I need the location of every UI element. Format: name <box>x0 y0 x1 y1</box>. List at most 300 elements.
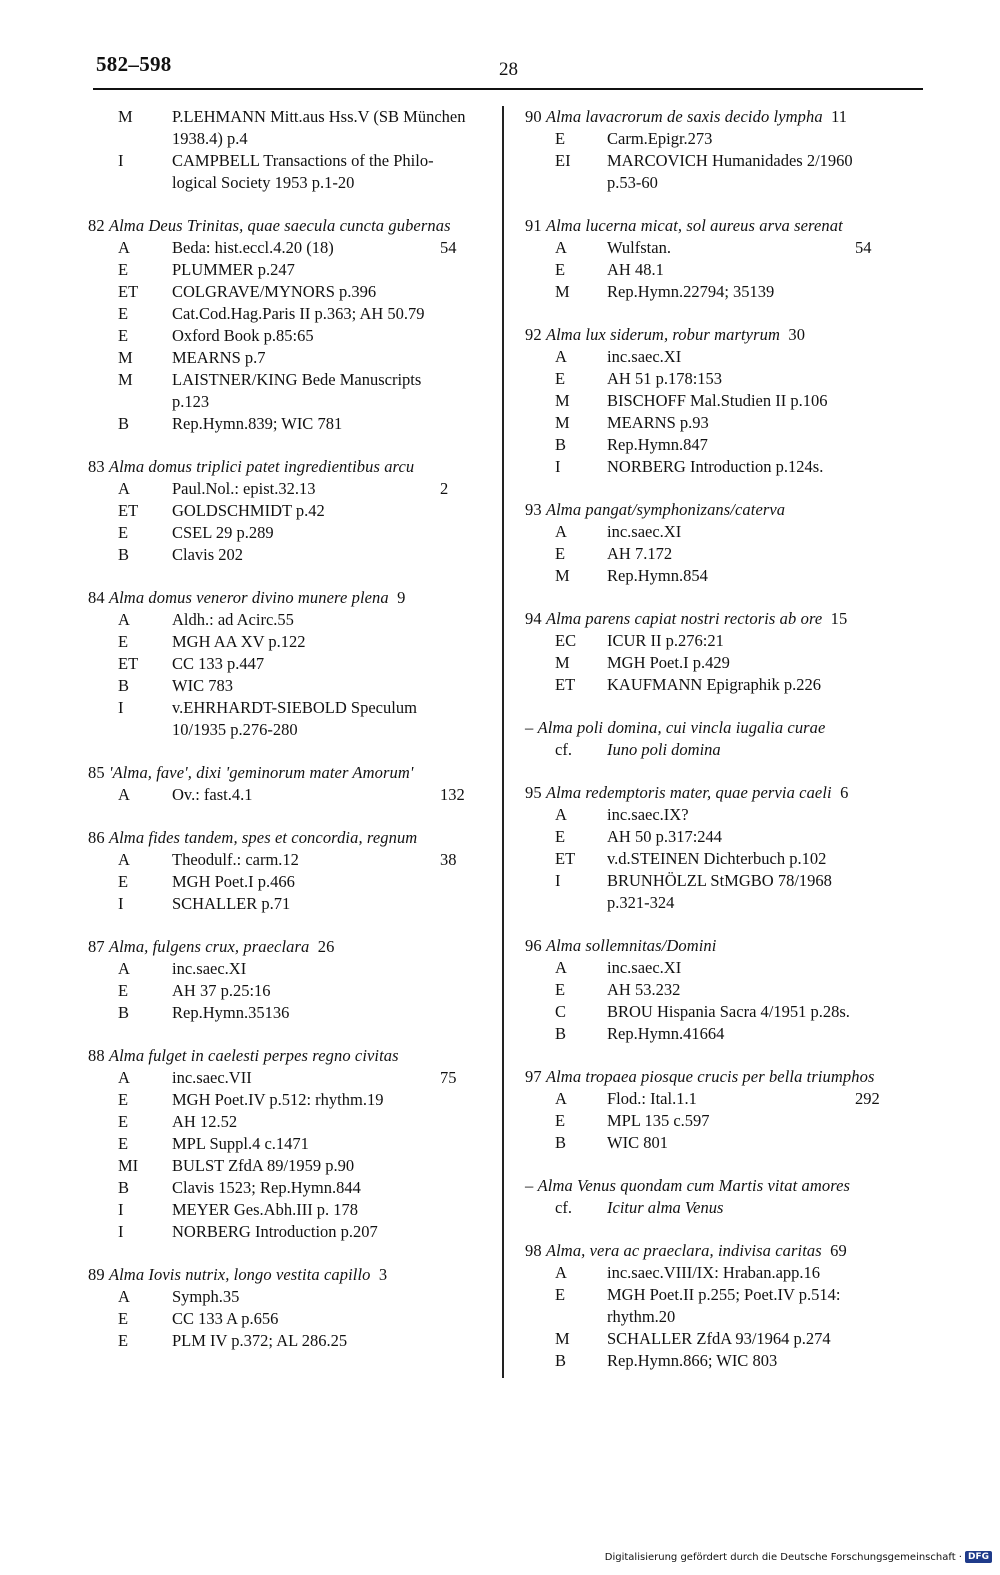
reference-line <box>525 674 925 696</box>
entry-heading <box>88 456 500 478</box>
reference-value: MGH Poet.I p.466 <box>172 872 295 891</box>
entry-heading <box>525 215 925 237</box>
source-code: A <box>118 610 130 629</box>
reference-value: MPL 135 c.597 <box>607 1111 710 1130</box>
entry-heading <box>525 782 925 804</box>
reference-line <box>88 1286 500 1308</box>
reference-line <box>525 172 925 194</box>
reference-line <box>525 826 925 848</box>
reference-text <box>607 1023 925 1045</box>
reference-line <box>88 871 500 893</box>
source-code: B <box>118 676 130 695</box>
source-code: A <box>118 1068 130 1087</box>
reference-text <box>607 630 925 652</box>
reference-text <box>172 697 500 719</box>
reference-value: inc.saec.IX? <box>607 805 689 824</box>
source-code: E <box>118 260 129 279</box>
reference-text <box>172 893 500 915</box>
reference-line <box>88 1067 500 1089</box>
reference-line <box>525 1132 925 1154</box>
entry-incipit: Alma Deus Trinitas, quae saecula cuncta gubernas <box>108 216 451 235</box>
reference-value: WIC 783 <box>172 676 233 695</box>
reference-text <box>172 675 500 697</box>
catalog-entry <box>88 827 500 915</box>
source-code: A <box>118 238 130 257</box>
reference-line <box>88 675 500 697</box>
entry-number: 96 <box>525 936 542 955</box>
entry-number: 86 <box>88 828 105 847</box>
reference-value: MGH Poet.I p.429 <box>607 653 730 672</box>
source-code: B <box>555 1133 567 1152</box>
catalog-entry <box>525 1175 925 1219</box>
reference-text <box>607 172 925 194</box>
reference-text <box>607 1001 925 1023</box>
reference-line <box>88 413 500 435</box>
verse-count: 26 <box>317 937 335 956</box>
source-code: B <box>118 545 130 564</box>
reference-line <box>88 1111 500 1133</box>
reference-text <box>172 631 500 653</box>
reference-text <box>172 849 500 871</box>
reference-text <box>172 128 500 150</box>
reference-text <box>172 980 500 1002</box>
source-code: A <box>555 958 567 977</box>
reference-line <box>525 346 925 368</box>
reference-text <box>607 259 925 281</box>
reference-text <box>607 237 925 259</box>
reference-line <box>525 150 925 172</box>
reference-line <box>88 259 500 281</box>
catalog-entry <box>525 499 925 587</box>
verse-count: 292 <box>855 1089 880 1108</box>
reference-line <box>88 1330 500 1352</box>
entry-incipit: Alma, vera ac praeclara, indivisa caritas <box>545 1241 822 1260</box>
source-code: E <box>118 1090 129 1109</box>
source-code <box>525 1306 607 1328</box>
source-code <box>88 172 172 194</box>
source-code: M <box>118 348 133 367</box>
source-code: E <box>118 1331 129 1350</box>
entry-incipit: Alma sollemnitas/Domini <box>545 936 717 955</box>
reference-value: p.321-324 <box>607 893 675 912</box>
entry-heading <box>525 499 925 521</box>
reference-value: LAISTNER/KING Bede Manuscripts <box>172 370 422 389</box>
reference-line <box>88 1002 500 1024</box>
reference-value: Symph.35 <box>172 1287 240 1306</box>
reference-line <box>88 1133 500 1155</box>
catalog-entry <box>525 935 925 1045</box>
reference-line <box>525 979 925 1001</box>
reference-text <box>607 346 925 368</box>
reference-text <box>172 500 500 522</box>
verse-count: 11 <box>831 107 848 126</box>
reference-line <box>88 172 500 194</box>
reference-line <box>88 784 500 806</box>
reference-value: CSEL 29 p.289 <box>172 523 274 542</box>
entry-incipit: Alma parens capiat nostri rectoris ab ore <box>545 609 823 628</box>
reference-value: COLGRAVE/MYNORS p.396 <box>172 282 377 301</box>
reference-value: inc.saec.VII <box>172 1068 252 1087</box>
entry-number: 94 <box>525 609 542 628</box>
source-code: A <box>555 522 567 541</box>
source-code: A <box>118 1287 130 1306</box>
entry-heading <box>88 936 500 958</box>
entry-heading <box>525 324 925 346</box>
reference-line <box>525 804 925 826</box>
entry-number: 97 <box>525 1067 542 1086</box>
reference-text <box>172 958 500 980</box>
reference-value: NORBERG Introduction p.207 <box>172 1222 378 1241</box>
entry-incipit: Alma Iovis nutrix, longo vestita capillo <box>108 1265 371 1284</box>
source-code: E <box>118 523 129 542</box>
reference-text <box>607 652 925 674</box>
source-code: E <box>118 872 129 891</box>
verse-count: 3 <box>378 1265 388 1284</box>
reference-value: ICUR II p.276:21 <box>607 631 724 650</box>
source-code: A <box>118 479 130 498</box>
source-code: A <box>555 1089 567 1108</box>
catalog-entry <box>88 936 500 1024</box>
reference-text <box>172 413 500 435</box>
reference-line <box>88 237 500 259</box>
catalog-entry <box>88 215 500 435</box>
reference-line <box>88 1221 500 1243</box>
reference-text <box>172 478 500 500</box>
reference-value: PLM IV p.372; AL 286.25 <box>172 1331 348 1350</box>
reference-value: Oxford Book p.85:65 <box>172 326 314 345</box>
reference-line <box>88 150 500 172</box>
entry-incipit: Alma domus triplici patet ingredientibus arcu <box>108 457 415 476</box>
source-code: E <box>555 827 566 846</box>
verse-count: 15 <box>830 609 848 628</box>
source-code <box>88 391 172 413</box>
source-code: M <box>555 566 570 585</box>
reference-text <box>607 1197 925 1219</box>
reference-value: KAUFMANN Epigraphik p.226 <box>607 675 822 694</box>
reference-text <box>172 1111 500 1133</box>
reference-text <box>607 674 925 696</box>
reference-value: MEARNS p.7 <box>172 348 266 367</box>
source-code: C <box>555 1002 567 1021</box>
reference-text <box>172 1221 500 1243</box>
source-code: A <box>555 347 567 366</box>
entry-heading <box>88 587 500 609</box>
reference-line <box>525 630 925 652</box>
reference-value: logical Society 1953 p.1-20 <box>172 173 355 192</box>
entry-number: 91 <box>525 216 542 235</box>
reference-value: Iuno poli domina <box>607 740 721 759</box>
verse-count: 30 <box>788 325 806 344</box>
reference-value: p.53-60 <box>607 173 658 192</box>
left-column <box>88 106 500 1373</box>
source-code: cf. <box>555 740 572 759</box>
source-code: E <box>555 980 566 999</box>
reference-line <box>525 1350 925 1372</box>
reference-value: AH 53.232 <box>607 980 681 999</box>
reference-text <box>172 1089 500 1111</box>
catalog-entry <box>525 106 925 194</box>
source-code: E <box>118 1309 129 1328</box>
entry-number: 88 <box>88 1046 105 1065</box>
source-code: B <box>118 1003 130 1022</box>
reference-line <box>88 325 500 347</box>
catalog-entry <box>88 587 500 741</box>
right-column <box>525 106 925 1393</box>
source-code: M <box>555 413 570 432</box>
entry-heading <box>525 1240 925 1262</box>
reference-text <box>172 1067 500 1089</box>
source-code: E <box>555 1285 566 1304</box>
entry-number: 89 <box>88 1265 105 1284</box>
reference-text <box>607 1262 925 1284</box>
reference-text <box>607 150 925 172</box>
reference-value: Flod.: Ital.1.1 <box>607 1089 697 1108</box>
reference-text <box>607 804 925 826</box>
source-code <box>525 172 607 194</box>
verse-count: 9 <box>397 588 406 607</box>
reference-value: SCHALLER p.71 <box>172 894 291 913</box>
source-code: MI <box>118 1156 139 1175</box>
reference-value: MEYER Ges.Abh.III p. 178 <box>172 1200 359 1219</box>
entry-heading <box>88 762 500 784</box>
reference-text <box>172 347 500 369</box>
entry-incipit: Alma fides tandem, spes et concordia, regnum <box>108 828 418 847</box>
source-code: A <box>555 805 567 824</box>
catalog-entry <box>88 762 500 806</box>
source-code: M <box>555 653 570 672</box>
reference-text <box>607 543 925 565</box>
reference-text <box>607 1110 925 1132</box>
reference-value: GOLDSCHMIDT p.42 <box>172 501 325 520</box>
source-code: ET <box>118 282 139 301</box>
reference-line <box>88 653 500 675</box>
reference-value: inc.saec.XI <box>607 958 682 977</box>
reference-text <box>172 150 500 172</box>
reference-text <box>172 281 500 303</box>
entry-number: 85 <box>88 763 105 782</box>
reference-value: Wulfstan. <box>607 238 671 257</box>
column-divider <box>502 106 504 1378</box>
catalog-entry <box>88 1264 500 1352</box>
verse-count: 132 <box>440 785 465 804</box>
entry-incipit: Alma redemptoris mater, quae pervia caeli <box>545 783 832 802</box>
entry-incipit: Alma lavacrorum de saxis decido lympha <box>545 107 823 126</box>
reference-value: v.EHRHARDT-SIEBOLD Speculum <box>172 698 417 717</box>
source-code: cf. <box>555 1198 572 1217</box>
source-code: I <box>118 1222 124 1241</box>
reference-line <box>88 1177 500 1199</box>
reference-text <box>607 826 925 848</box>
reference-text <box>172 609 500 631</box>
reference-value: BULST ZfdA 89/1959 p.90 <box>172 1156 355 1175</box>
source-code: ET <box>118 501 139 520</box>
reference-line <box>88 1089 500 1111</box>
reference-value: MGH Poet.IV p.512: rhythm.19 <box>172 1090 384 1109</box>
reference-value: Rep.Hymn.35136 <box>172 1003 290 1022</box>
source-code: A <box>118 785 130 804</box>
reference-line <box>88 391 500 413</box>
page-range: 582–598 <box>96 52 172 76</box>
reference-value: Cat.Cod.Hag.Paris II p.363; AH 50.79 <box>172 304 425 323</box>
reference-text <box>607 434 925 456</box>
source-code: E <box>555 129 566 148</box>
source-code <box>88 719 172 741</box>
source-code: B <box>555 435 567 454</box>
reference-value: Beda: hist.eccl.4.20 (18) <box>172 238 334 257</box>
source-code: ET <box>118 654 139 673</box>
reference-value: inc.saec.VIII/IX: Hraban.app.16 <box>607 1263 821 1282</box>
source-code: E <box>118 1134 129 1153</box>
entry-number: 90 <box>525 107 542 126</box>
reference-line <box>525 1328 925 1350</box>
reference-line <box>525 892 925 914</box>
reference-line <box>88 719 500 741</box>
source-code: I <box>118 1200 124 1219</box>
verse-count: 54 <box>855 238 872 257</box>
reference-line <box>525 1001 925 1023</box>
entry-heading <box>525 935 925 957</box>
reference-text <box>607 1306 925 1328</box>
reference-value: Rep.Hymn.22794; 35139 <box>607 282 775 301</box>
entry-incipit: Alma lucerna micat, sol aureus arva serenat <box>545 216 843 235</box>
reference-value: MPL Suppl.4 c.1471 <box>172 1134 309 1153</box>
reference-value: AH 51 p.178:153 <box>607 369 723 388</box>
source-code: I <box>118 894 124 913</box>
reference-line <box>88 849 500 871</box>
reference-value: SCHALLER ZfdA 93/1964 p.274 <box>607 1329 831 1348</box>
reference-value: Rep.Hymn.866; WIC 803 <box>607 1351 778 1370</box>
reference-text <box>172 784 500 806</box>
reference-line <box>88 980 500 1002</box>
reference-value: CAMPBELL Transactions of the Philo- <box>172 151 434 170</box>
header-rule <box>93 88 923 90</box>
reference-line <box>525 456 925 478</box>
reference-value: PLUMMER p.247 <box>172 260 295 279</box>
entry-heading <box>525 608 925 630</box>
entry-number: 98 <box>525 1241 542 1260</box>
reference-value: inc.saec.XI <box>607 522 682 541</box>
reference-line <box>88 106 500 128</box>
entry-number: 82 <box>88 216 105 235</box>
source-code: I <box>555 457 561 476</box>
reference-text <box>607 412 925 434</box>
reference-text <box>172 1330 500 1352</box>
catalog-entry <box>525 1240 925 1372</box>
reference-text <box>607 1350 925 1372</box>
reference-value: 10/1935 p.276-280 <box>172 720 298 739</box>
reference-text <box>172 106 500 128</box>
entry-heading <box>525 717 925 739</box>
reference-value: Rep.Hymn.41664 <box>607 1024 725 1043</box>
reference-line <box>525 1023 925 1045</box>
reference-text <box>172 653 500 675</box>
reference-value: MARCOVICH Humanidades 2/1960 <box>607 151 853 170</box>
reference-line <box>525 368 925 390</box>
reference-text <box>172 172 500 194</box>
source-code: E <box>555 260 566 279</box>
reference-text <box>172 1199 500 1221</box>
entry-incipit: Alma Venus quondam cum Martis vitat amores <box>537 1176 851 1195</box>
entry-heading <box>88 215 500 237</box>
reference-line <box>525 434 925 456</box>
source-code: B <box>555 1024 567 1043</box>
reference-value: AH 50 p.317:244 <box>607 827 723 846</box>
source-code: E <box>555 544 566 563</box>
source-code: B <box>118 1178 130 1197</box>
catalog-entry <box>525 324 925 478</box>
reference-line <box>88 369 500 391</box>
reference-line <box>525 848 925 870</box>
reference-value: rhythm.20 <box>607 1307 676 1326</box>
reference-text <box>172 369 500 391</box>
source-code: I <box>118 151 124 170</box>
reference-line <box>525 281 925 303</box>
reference-text <box>607 565 925 587</box>
catalog-entry <box>525 1066 925 1154</box>
reference-text <box>172 237 500 259</box>
footer-text: Digitalisierung gefördert durch die Deutsche Forschungsgemeinschaft · <box>604 1551 962 1563</box>
reference-text <box>607 128 925 150</box>
entry-heading <box>525 1066 925 1088</box>
reference-text <box>607 521 925 543</box>
reference-line <box>525 1262 925 1284</box>
reference-line <box>88 958 500 980</box>
source-code: M <box>555 1329 570 1348</box>
reference-line <box>525 565 925 587</box>
entry-number: 87 <box>88 937 105 956</box>
entry-incipit: 'Alma, fave', dixi 'geminorum mater Amorum' <box>108 763 414 782</box>
reference-value: BRUNHÖLZL StMGBO 78/1968 <box>607 871 832 890</box>
reference-value: Aldh.: ad Acirc.55 <box>172 610 294 629</box>
reference-text <box>607 848 925 870</box>
reference-text <box>172 1286 500 1308</box>
reference-line <box>88 128 500 150</box>
reference-line <box>88 544 500 566</box>
verse-count: 54 <box>440 238 457 257</box>
reference-text <box>172 871 500 893</box>
verse-count: 75 <box>440 1068 457 1087</box>
reference-line <box>525 652 925 674</box>
reference-value: CC 133 A p.656 <box>172 1309 279 1328</box>
entry-number: 83 <box>88 457 105 476</box>
source-code: I <box>118 698 124 717</box>
reference-line <box>525 1088 925 1110</box>
reference-line <box>525 237 925 259</box>
catalog-entry <box>525 608 925 696</box>
reference-text <box>172 1308 500 1330</box>
source-code: A <box>118 850 130 869</box>
source-code: E <box>118 304 129 323</box>
reference-value: AH 48.1 <box>607 260 664 279</box>
reference-text <box>172 303 500 325</box>
source-code: E <box>118 326 129 345</box>
reference-text <box>172 719 500 741</box>
entry-number: – <box>525 1176 534 1195</box>
entry-number: 93 <box>525 500 542 519</box>
reference-line <box>525 1197 925 1219</box>
catalog-entry <box>525 782 925 914</box>
source-code: E <box>118 981 129 1000</box>
reference-value: MGH AA XV p.122 <box>172 632 306 651</box>
source-code: A <box>118 959 130 978</box>
reference-line <box>88 1155 500 1177</box>
verse-count: 6 <box>840 783 849 802</box>
reference-text <box>607 957 925 979</box>
reference-value: CC 133 p.447 <box>172 654 265 673</box>
reference-line <box>88 281 500 303</box>
dfg-logo: DFG <box>965 1551 992 1563</box>
reference-line <box>88 697 500 719</box>
